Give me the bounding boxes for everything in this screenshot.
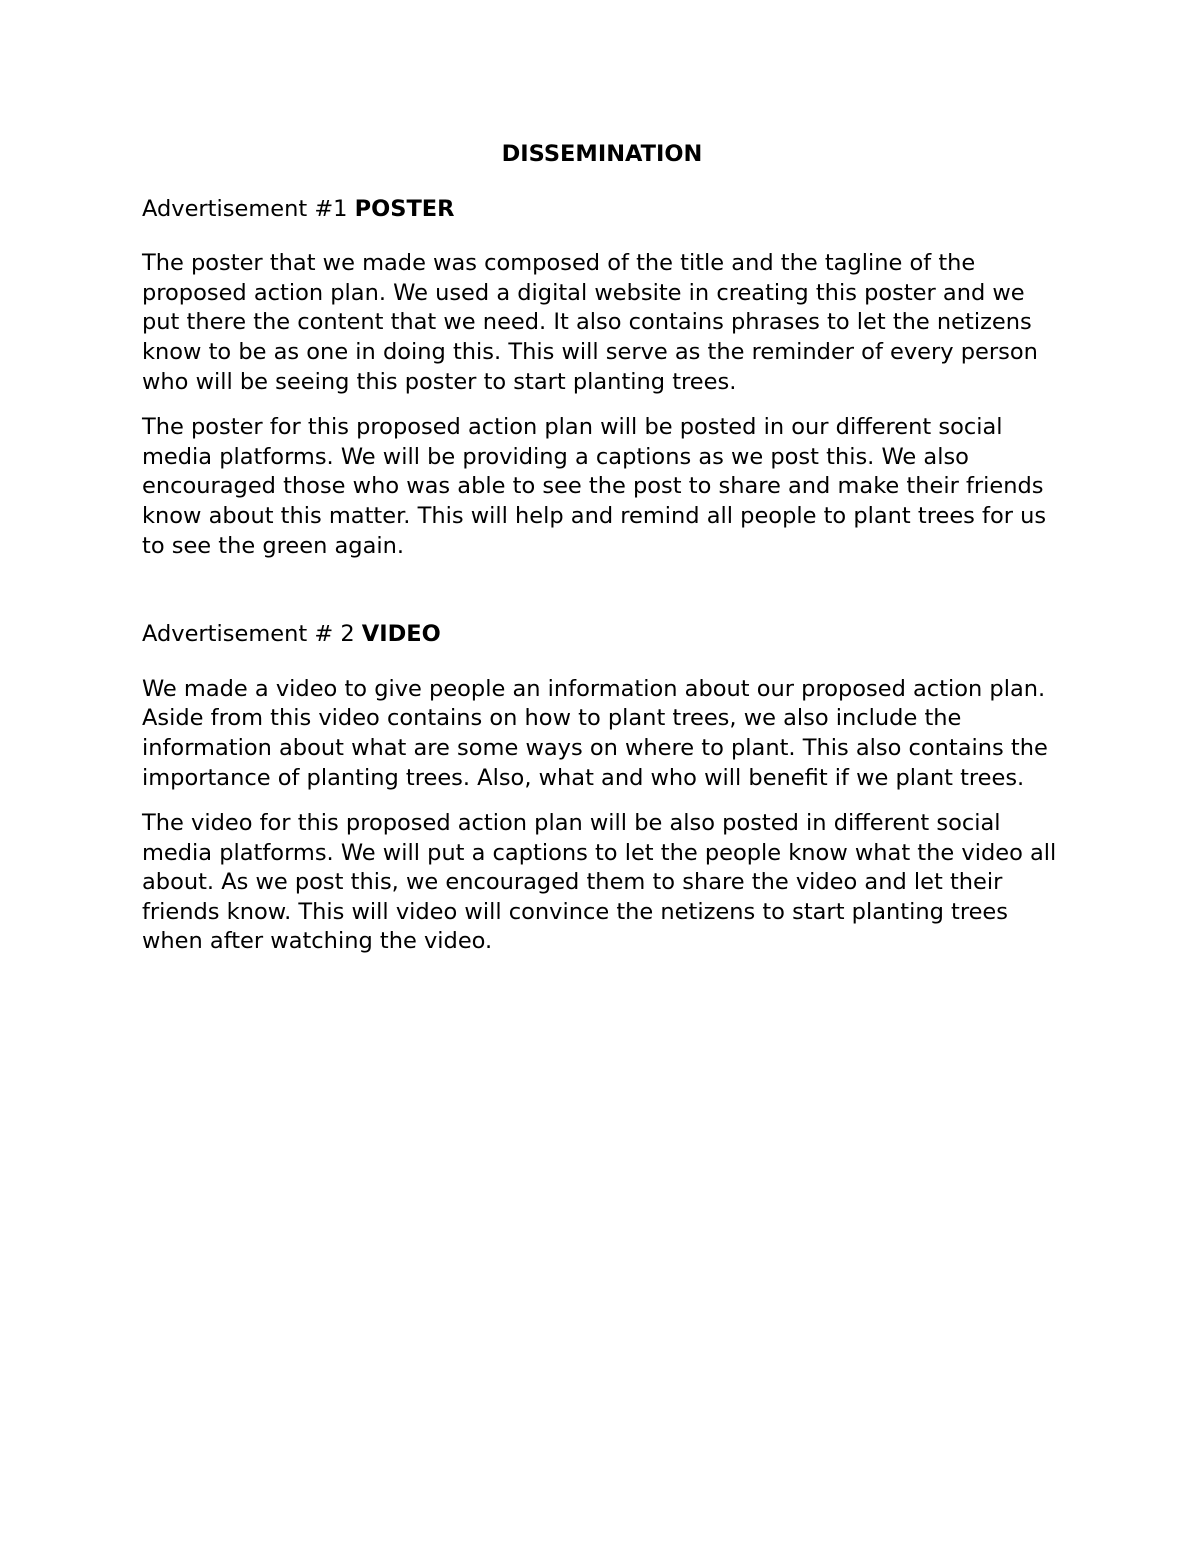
paragraph: The poster that we made was composed of the title and the tagline of the proposed action plan. We used a digital website in creating this poster and we put there the content that we need. It also contains phrases to let the netizens know to be as one in doing this. This will serve as the reminder of every person who will be seeing this poster to start planting trees. (142, 250, 1038, 395)
section-heading-prefix: Advertisement # 2 (142, 621, 362, 648)
document-body (142, 140, 1062, 957)
section-video (142, 620, 1062, 957)
paragraph: We made a video to give people an information about our proposed action plan. Aside from this video contains on how to plant trees, we also include the information about what are some ways on where to plant. This also contains the importance of planting trees. Also, what and who will benefit if we plant trees. (142, 675, 1048, 791)
document-title: DISSEMINATION (501, 141, 703, 167)
section-heading-bold: VIDEO (361, 621, 441, 648)
paragraph: The video for this proposed action plan will be also posted in different social media platforms. We will put a captions to let the people know what the video all about. As we post this, we encouraged them to share the video and let their friends know. This will video will convince the netizens to start planting trees when after watching the video. (142, 810, 1057, 955)
section-heading-prefix: Advertisement #1 (142, 195, 355, 222)
section-heading (142, 195, 1062, 225)
section-poster (142, 195, 1062, 562)
section-heading-bold: POSTER (354, 195, 455, 222)
section-heading (142, 620, 1062, 650)
paragraph: The poster for this proposed action plan will be posted in our different social media platforms. We will be providing a captions as we post this. We also encouraged those who was able to see the post to share and make their friends know about this matter. This will help and remind all people to plant trees for us to see the green again. (142, 414, 1047, 559)
